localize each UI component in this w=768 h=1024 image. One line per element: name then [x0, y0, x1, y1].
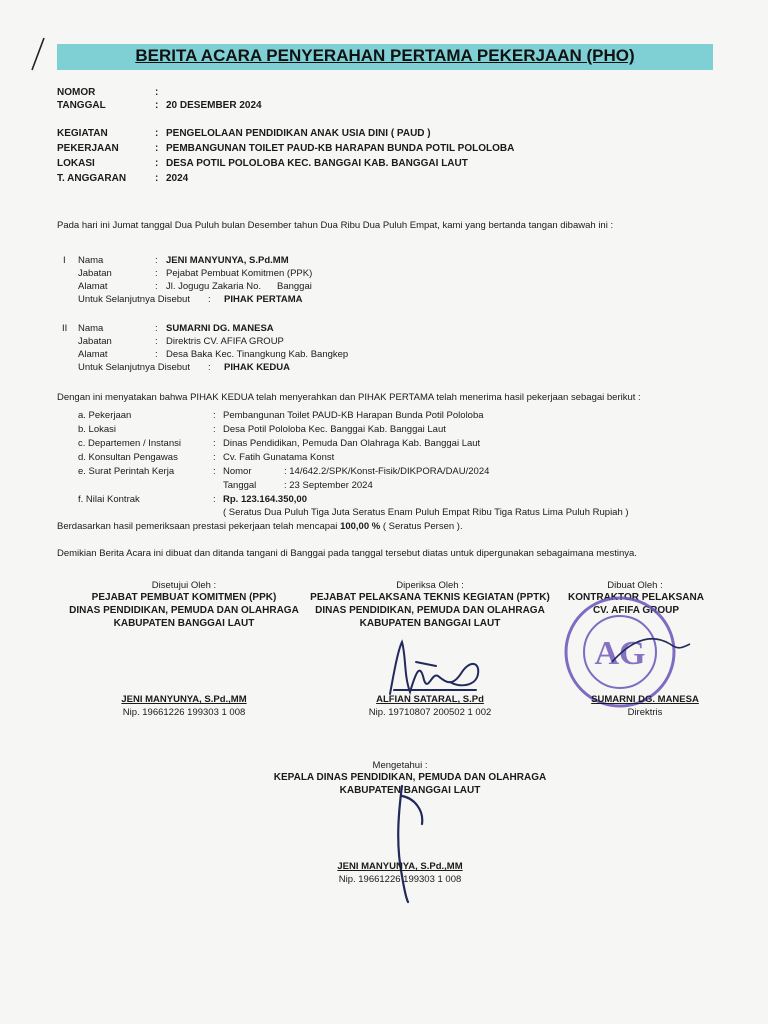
field-label-kegiatan: KEGIATAN	[57, 128, 108, 139]
detail-spk-tanggal-label: Tanggal	[223, 480, 257, 491]
field-value-anggaran: 2024	[166, 173, 189, 184]
sig-middle-name: ALFIAN SATARAL, S.Pd	[376, 694, 484, 705]
party2-alamat-label: Alamat	[78, 349, 108, 360]
detail-lokasi-label: b. Lokasi	[78, 424, 117, 435]
party1-nama: JENI MANYUNYA, S.Pd.MM	[166, 255, 289, 266]
detail-spk-label: e. Surat Perintah Kerja	[78, 466, 175, 477]
field-value-tanggal: 20 DESEMBER 2024	[166, 100, 262, 111]
field-value-lokasi: DESA POTIL POLOLOBA KEC. BANGGAI KAB. BANGGAI LAUT	[166, 158, 468, 169]
sig-right-caption: Dibuat Oleh :	[607, 580, 663, 591]
progress-suffix: ( Seratus Persen ).	[382, 521, 463, 532]
pen-mark	[28, 34, 48, 74]
field-label-tanggal: TANGGAL	[57, 100, 106, 111]
detail-departemen: Dinas Pendidikan, Pemuda Dan Olahraga Kab. Banggai Laut	[223, 438, 481, 449]
field-colon: :	[155, 87, 159, 98]
sig-bottom-signature	[380, 776, 440, 906]
sig-left-line1: PEJABAT PEMBUAT KOMITMEN (PPK)	[91, 592, 277, 603]
detail-lokasi: Desa Potil Pololoba Kec. Banggai Kab. Banggai Laut	[223, 424, 446, 435]
detail-spk-tanggal: : 23 September 2024	[284, 480, 373, 491]
field-colon: :	[155, 268, 158, 279]
field-colon: :	[155, 143, 159, 154]
progress-line	[57, 521, 463, 532]
sig-middle-caption: Diperiksa Oleh :	[396, 580, 464, 591]
sig-bottom-line1: KEPALA DINAS PENDIDIKAN, PEMUDA DAN OLAHRAGA	[273, 772, 547, 783]
field-label-pekerjaan: PEKERJAAN	[57, 143, 119, 154]
party2-disebut: PIHAK KEDUA	[224, 362, 290, 373]
party2-jabatan-label: Jabatan	[78, 336, 112, 347]
party2-jabatan: Direktris CV. AFIFA GROUP	[166, 336, 284, 347]
stamp-monogram: AG	[594, 635, 646, 672]
field-colon: :	[155, 336, 158, 347]
progress-value: 100,00 %	[340, 521, 381, 532]
detail-nilai-label: f. Nilai Kontrak	[78, 494, 140, 505]
field-colon: :	[155, 281, 158, 292]
party1-disebut-label: Untuk Selanjutnya Disebut	[78, 294, 190, 305]
field-colon: :	[155, 100, 159, 111]
intro-paragraph: Pada hari ini Jumat tanggal Dua Puluh bulan Desember tahun Dua Ribu Dua Puluh Empat, kami yang bertanda tangan dibawah ini :	[57, 220, 614, 231]
party2-nama-label: Nama	[78, 323, 104, 334]
field-colon: :	[155, 128, 159, 139]
document-title: BERITA ACARA PENYERAHAN PERTAMA PEKERJAAN (PHO)	[135, 46, 635, 65]
party2-number: II	[62, 323, 68, 334]
party1-alamat-label: Alamat	[78, 281, 108, 292]
field-colon: :	[155, 349, 158, 360]
field-colon: :	[208, 294, 211, 305]
sig-bottom-caption: Mengetahui :	[372, 760, 428, 771]
sig-middle-line3: KABUPATEN BANGGAI LAUT	[359, 618, 501, 629]
sig-middle-nip: Nip. 19710807 200502 1 002	[368, 707, 492, 718]
detail-spk-nomor-label: Nomor	[223, 466, 252, 477]
sig-right-name: SUMARNI DG. MANESA	[591, 694, 699, 705]
party2-alamat: Desa Baka Kec. Tinangkung Kab. Bangkep	[166, 349, 349, 360]
field-colon: :	[155, 173, 159, 184]
field-colon: :	[208, 362, 211, 373]
party1-number: I	[63, 255, 66, 266]
detail-pekerjaan: Pembangunan Toilet PAUD-KB Harapan Bunda Potil Pololoba	[223, 410, 484, 421]
sig-left-name: JENI MANYUNYA, S.Pd.,MM	[121, 694, 247, 705]
field-colon: :	[155, 255, 158, 266]
field-colon: :	[155, 158, 159, 169]
party1-jabatan-label: Jabatan	[78, 268, 112, 279]
sig-left-line3: KABUPATEN BANGGAI LAUT	[113, 618, 255, 629]
sig-right-role: Direktris	[627, 707, 663, 718]
progress-prefix: Berdasarkan hasil pemeriksaan prestasi pekerjaan telah mencapai	[57, 521, 338, 532]
party1-disebut: PIHAK PERTAMA	[224, 294, 303, 305]
statement-paragraph: Dengan ini menyatakan bahwa PIHAK KEDUA telah menyerahkan dan PIHAK PERTAMA telah menerima hasil pekerjaan sebagai berikut :	[57, 392, 641, 403]
field-colon: :	[213, 438, 216, 449]
sig-right-line2: CV. AFIFA GROUP	[592, 605, 680, 616]
field-label-lokasi: LOKASI	[57, 158, 95, 169]
sig-bottom-nip: Nip. 19661226 199303 1 008	[338, 874, 462, 885]
party1-nama-label: Nama	[78, 255, 104, 266]
detail-spk-nomor: : 14/642.2/SPK/Konst-Fisik/DIKPORA/DAU/2024	[284, 466, 490, 477]
detail-terbilang: ( Seratus Dua Puluh Tiga Juta Seratus Enam Puluh Empat Ribu Tiga Ratus Lima Puluh Rupiah )	[223, 507, 629, 518]
sig-bottom-line2: KABUPATEN BANGGAI LAUT	[339, 785, 481, 796]
field-colon: :	[213, 494, 216, 505]
party1-jabatan: Pejabat Pembuat Komitmen (PPK)	[166, 268, 313, 279]
field-value-pekerjaan: PEMBANGUNAN TOILET PAUD-KB HARAPAN BUNDA POTIL POLOLOBA	[166, 143, 515, 154]
party2-nama: SUMARNI DG. MANESA	[166, 323, 274, 334]
detail-konsultan-label: d. Konsultan Pengawas	[78, 452, 178, 463]
sig-left-caption: Disetujui Oleh :	[151, 580, 217, 591]
field-label-anggaran: T. ANGGARAN	[57, 173, 127, 184]
sig-left-line2: DINAS PENDIDIKAN, PEMUDA DAN OLAHRAGA	[69, 605, 299, 616]
party1-alamat: Jl. Jogugu Zakaria No.	[166, 281, 262, 292]
field-colon: :	[213, 466, 216, 477]
field-value-kegiatan: PENGELOLAAN PENDIDIKAN ANAK USIA DINI ( PAUD )	[166, 128, 431, 139]
sig-bottom-name: JENI MANYUNYA, S.Pd.,MM	[337, 861, 463, 872]
detail-nilai: Rp. 123.164.350,00	[223, 494, 307, 505]
party2-disebut-label: Untuk Selanjutnya Disebut	[78, 362, 190, 373]
party1-alamat-extra: Banggai	[277, 281, 312, 292]
detail-konsultan: Cv. Fatih Gunatama Konst	[223, 452, 335, 463]
field-colon: :	[213, 424, 216, 435]
field-colon: :	[213, 410, 216, 421]
sig-right-line1: KONTRAKTOR PELAKSANA	[568, 592, 704, 603]
closing-paragraph: Demikian Berita Acara ini dibuat dan ditanda tangani di Banggai pada tanggal tersebut diatas untuk dipergunakan sebagaimana mestinya.	[57, 548, 637, 559]
sig-middle-signature	[376, 632, 496, 700]
field-label-nomor: NOMOR	[57, 87, 96, 98]
sig-middle-line1: PEJABAT PELAKSANA TEKNIS KEGIATAN (PPTK)	[310, 592, 550, 603]
detail-pekerjaan-label: a. Pekerjaan	[78, 410, 132, 421]
field-colon: :	[213, 452, 216, 463]
detail-departemen-label: c. Departemen / Instansi	[78, 438, 181, 449]
field-colon: :	[155, 323, 158, 334]
sig-left-nip: Nip. 19661226 199303 1 008	[122, 707, 246, 718]
sig-middle-line2: DINAS PENDIDIKAN, PEMUDA DAN OLAHRAGA	[315, 605, 545, 616]
